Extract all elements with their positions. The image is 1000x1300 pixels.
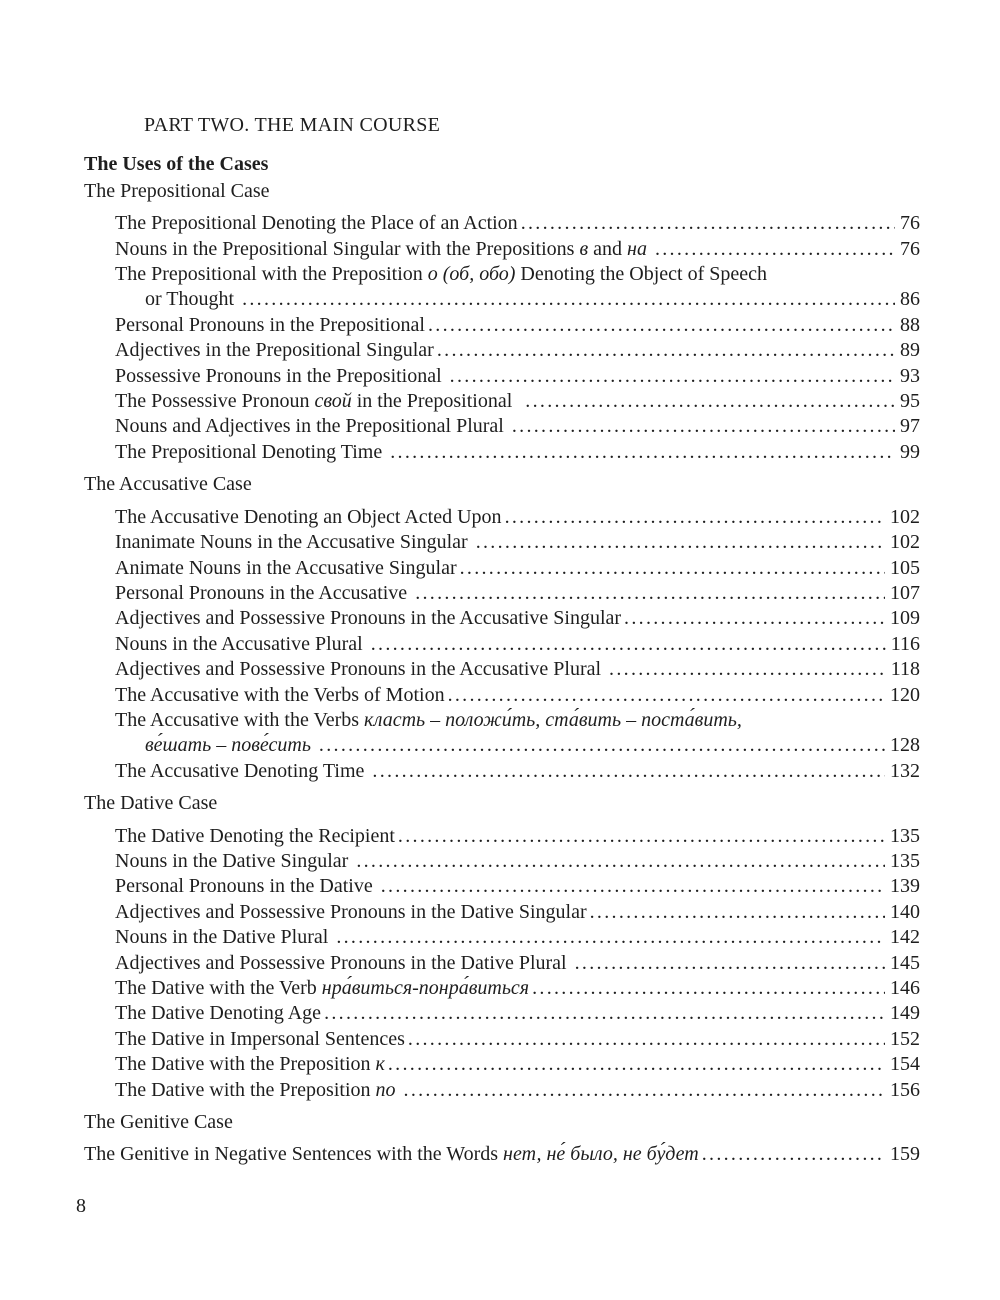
toc-entry-row	[145, 733, 920, 758]
toc-group	[84, 472, 920, 784]
toc-dot-leader	[353, 849, 885, 874]
toc-entry-row	[115, 874, 920, 899]
toc-entry-text: The Dative Denoting the Recipient	[115, 824, 395, 847]
toc-entry-title	[115, 1027, 405, 1052]
toc-dot-leader	[425, 313, 895, 338]
toc-entry-title	[145, 287, 239, 312]
toc-entry-title	[115, 414, 509, 439]
toc-entry-text: Personal Pronouns in the Prepositional	[115, 313, 425, 336]
toc-entry-row	[115, 1078, 920, 1103]
toc-dot-leader	[412, 581, 885, 606]
toc-entry-row	[84, 1142, 920, 1167]
toc-entry-row	[115, 976, 920, 1001]
toc-dot-leader	[502, 505, 885, 530]
toc-dot-leader	[522, 389, 895, 414]
toc-page-number: 76	[900, 212, 920, 235]
toc-entry-title	[115, 632, 368, 657]
toc-entry-row	[115, 530, 920, 555]
toc-entry-title	[115, 657, 606, 682]
toc-groups	[84, 179, 920, 1168]
toc-page-number: 159	[890, 1143, 920, 1166]
toc-group-heading: The Accusative Case	[84, 473, 252, 496]
toc-entry-text: The Prepositional Denoting Time	[115, 440, 388, 463]
toc-entry-title	[115, 759, 369, 784]
toc-entry-row	[115, 389, 920, 414]
toc-entry-row	[115, 1001, 920, 1026]
toc-entry-row	[115, 900, 920, 925]
toc-dot-leader	[699, 1142, 885, 1167]
toc-entry-text-italic: нра́виться-понра́виться	[321, 977, 530, 999]
toc-entry-row	[145, 287, 920, 312]
toc-entry-row	[115, 338, 920, 363]
toc-entry-text: Nouns in the Accusative Plural	[115, 632, 368, 655]
toc-page-number: 135	[890, 824, 920, 847]
toc-dot-leader	[518, 211, 895, 236]
toc-dot-leader	[572, 951, 885, 976]
toc-entry-title	[115, 976, 529, 1001]
toc-entry-text: Nouns and Adjectives in the Prepositional Plural	[115, 415, 509, 438]
toc-entry-text-italic: нет, не́ было, не бу́дет	[503, 1143, 699, 1166]
toc-entry-text-italic: класть – положи́ть, ста́вить – поста́вить,	[364, 708, 742, 731]
toc-entry-text: The Dative with the Preposition	[115, 1078, 376, 1101]
toc-entry-title	[84, 1142, 699, 1167]
toc-entry-text-italic: к	[375, 1053, 385, 1076]
toc-page-number: 132	[890, 759, 920, 782]
toc-entry-text: The Dative in Impersonal Sentences	[115, 1027, 405, 1050]
toc-page-number: 120	[890, 683, 920, 706]
toc-dot-leader	[405, 1027, 885, 1052]
toc-dot-leader	[385, 1052, 885, 1077]
toc-entry-title	[115, 1001, 321, 1026]
toc-dot-leader	[445, 683, 885, 708]
toc-entry-text-italic: о (об, обо)	[427, 263, 516, 286]
toc-page-number: 140	[890, 900, 920, 923]
toc-entry-text: The Dative Denoting Age	[115, 1002, 322, 1025]
toc-entry-title	[115, 708, 742, 733]
toc-page-number: 139	[890, 875, 920, 898]
toc-entry-title	[115, 389, 522, 414]
section-title: The Uses of the Cases	[84, 153, 269, 176]
toc-entry-text: Adjectives and Possessive Pronouns in the Accusative Singular	[115, 607, 622, 630]
toc-entry-title	[115, 925, 333, 950]
toc-entry-row	[115, 925, 920, 950]
toc-entry-title	[115, 824, 395, 849]
toc-entry-title	[115, 556, 457, 581]
toc-entry-title	[115, 606, 621, 631]
toc-entry-title	[115, 900, 587, 925]
toc-entry-text: Personal Pronouns in the Dative	[115, 875, 378, 898]
toc-dot-leader	[434, 338, 895, 363]
toc-entry-text-italic: свой	[314, 390, 352, 413]
toc-entry-row	[115, 657, 920, 682]
toc-entry-text: The Prepositional with the Preposition	[115, 263, 428, 286]
toc-entry-text: The Prepositional Denoting the Place of an Action	[115, 212, 518, 235]
toc-entry-row	[115, 211, 920, 236]
toc-entry-row	[115, 632, 920, 657]
toc-page-number: 89	[900, 339, 920, 362]
toc-entry-title	[115, 849, 353, 874]
toc-dot-leader	[447, 364, 895, 389]
toc-entry-row	[115, 606, 920, 631]
toc-entry-text: Animate Nouns in the Accusative Singular	[115, 556, 457, 579]
part-title: PART TWO. THE MAIN COURSE	[144, 114, 441, 136]
toc-group-heading: The Dative Case	[84, 792, 218, 815]
toc-entry-row	[115, 759, 920, 784]
toc-entry-title	[115, 874, 378, 899]
toc-page-number: 86	[900, 288, 920, 311]
toc-page-number: 102	[890, 505, 920, 528]
toc-entry-text: Nouns in the Prepositional Singular with the Prepositions	[115, 237, 580, 260]
toc-entry-row	[115, 440, 920, 465]
toc-entry-row	[115, 313, 920, 338]
toc-entry-text: Denoting the Object of Speech	[515, 263, 767, 286]
toc-entry-title	[115, 505, 502, 530]
toc-dot-leader	[621, 606, 885, 631]
toc-entry-title	[115, 1052, 385, 1077]
toc-entry-title	[115, 211, 518, 236]
toc-page-number: 142	[890, 926, 920, 949]
toc-entry-row	[115, 849, 920, 874]
toc-page-number: 97	[900, 415, 920, 438]
toc-page-number: 146	[890, 977, 920, 999]
toc-dot-leader	[368, 632, 886, 657]
toc-entry-text: Adjectives and Possessive Pronouns in the Accusative Plural	[115, 658, 607, 681]
toc-dot-leader	[239, 287, 895, 312]
toc-entry-row	[115, 824, 920, 849]
toc-entry-text: The Genitive in Negative Sentences with the Words	[84, 1143, 504, 1166]
toc-entry-text: Adjectives in the Prepositional Singular	[115, 339, 434, 362]
toc-entry-row	[115, 683, 920, 708]
toc-entry-text: The Accusative Denoting Time	[115, 759, 370, 782]
toc-group	[84, 1110, 920, 1168]
toc-entry-text: The Accusative Denoting an Object Acted Upon	[115, 505, 502, 528]
toc-entry-row	[115, 364, 920, 389]
toc-entry-text: The Dative with the Verb	[115, 977, 322, 999]
toc-dot-leader	[378, 874, 885, 899]
toc-dot-leader	[606, 657, 886, 682]
toc-page-number: 116	[890, 632, 920, 655]
toc-entry-row	[115, 414, 920, 439]
toc-dot-leader	[529, 976, 885, 1001]
toc-entry-text: The Dative with the Preposition	[115, 1053, 376, 1076]
toc-page-number: 145	[890, 951, 920, 974]
toc-entry-text: The Accusative with the Verbs of Motion	[115, 683, 445, 706]
toc-entry-title	[145, 733, 316, 758]
toc-dot-leader	[509, 414, 895, 439]
toc-entry-text: Inanimate Nouns in the Accusative Singular	[115, 531, 473, 554]
toc-group-heading: The Genitive Case	[84, 1111, 233, 1134]
toc-entry-text-italic: ве́шать – пове́сить	[145, 734, 311, 757]
toc-entry-text: Possessive Pronouns in the Prepositional	[115, 364, 447, 387]
toc-dot-leader	[333, 925, 885, 950]
toc-page-number: 152	[890, 1027, 920, 1050]
toc-group	[84, 791, 920, 1103]
toc-page-number: 88	[900, 313, 920, 336]
toc-page-number: 128	[890, 734, 920, 757]
toc-page-number: 107	[890, 581, 920, 604]
toc-dot-leader	[401, 1078, 885, 1103]
toc-group-heading: The Prepositional Case	[84, 179, 270, 202]
toc-entry-text-italic: на	[627, 237, 647, 260]
toc-dot-leader	[457, 556, 885, 581]
toc-entry-title	[115, 1078, 401, 1103]
toc-entry-title	[115, 683, 445, 708]
toc-entry-text-italic: по	[375, 1078, 396, 1101]
toc-page-number: 93	[900, 364, 920, 387]
toc-group	[84, 179, 920, 465]
toc-entry-text: in the Prepositional	[351, 390, 523, 413]
toc-entry-row	[115, 262, 920, 287]
toc-entry-row	[115, 556, 920, 581]
toc-entry-row	[115, 1027, 920, 1052]
toc-page-number: 109	[890, 607, 920, 630]
toc-page-number: 105	[890, 556, 920, 579]
toc-entry-title	[115, 364, 447, 389]
toc-entry-text: Nouns in the Dative Plural	[115, 926, 334, 949]
toc-page-number: 156	[890, 1078, 920, 1101]
toc-entry-row	[115, 237, 920, 262]
toc-entry-title	[115, 313, 425, 338]
toc-entry-title	[115, 262, 767, 287]
toc-page-number: 95	[900, 390, 920, 413]
toc-dot-leader	[473, 530, 885, 555]
toc-entry-row	[115, 1052, 920, 1077]
toc-entry-title	[115, 237, 652, 262]
toc-entry-row	[115, 505, 920, 530]
toc-page-number: 102	[890, 531, 920, 554]
toc-entry-title	[115, 530, 473, 555]
toc-entry-row	[115, 581, 920, 606]
toc-entry-text: Personal Pronouns in the Accusative	[115, 581, 413, 604]
toc-page-number: 135	[890, 849, 920, 872]
toc-page-number: 154	[890, 1053, 920, 1076]
toc-entry-text: Nouns in the Dative Singular	[115, 849, 354, 872]
toc-entry-title	[115, 440, 387, 465]
toc-entry-text: and	[588, 237, 628, 260]
folio-page-number: 8	[76, 1195, 86, 1217]
toc-entry-text: The Possessive Pronoun	[115, 390, 315, 413]
toc-entry-row	[115, 951, 920, 976]
toc-entry-text: or Thought	[145, 288, 240, 311]
toc-dot-leader	[369, 759, 885, 784]
toc-dot-leader	[395, 824, 885, 849]
toc-dot-leader	[321, 1001, 885, 1026]
toc-page-number: 118	[890, 658, 920, 681]
toc-entry-text: Adjectives and Possessive Pronouns in the Dative Plural	[115, 951, 572, 974]
toc-dot-leader	[316, 733, 885, 758]
toc-page-number: 76	[900, 237, 920, 260]
toc-entry-title	[115, 581, 412, 606]
toc-dot-leader	[587, 900, 885, 925]
toc-entry-text: The Accusative with the Verbs	[115, 708, 365, 731]
toc-entry-text: Adjectives and Possessive Pronouns in the Dative Singular	[115, 900, 587, 923]
toc-page-number: 99	[900, 440, 920, 463]
toc-dot-leader	[652, 237, 895, 262]
toc-dot-leader	[387, 440, 895, 465]
toc-entry-row	[115, 708, 920, 733]
toc-page-number: 149	[890, 1002, 920, 1025]
toc-entry-title	[115, 951, 572, 976]
toc-entry-title	[115, 338, 434, 363]
toc-entry-text-italic: в	[579, 237, 589, 260]
